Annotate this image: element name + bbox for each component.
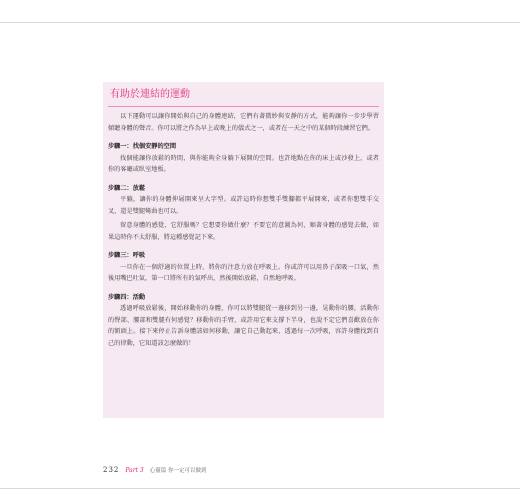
- intro-paragraph: 以下運動可以讓你開始與自己的身體連結，它們有著微妙與安靜的方式，能夠讓你一步步學習傾聽身體的聲音。你可以將之作為早上或晚上的儀式之一，或者在一天之中的某個時段練習它們。: [108, 113, 379, 132]
- step-3-text: 一旦你在一個舒適的位置上時，將你的注意力放在呼吸上。你或許可以用鼻子深吸一口氣，然後用嘴巴吐氣，第一口將所有的氣呼出，然後開始放鬆，自然地呼吸。: [108, 263, 379, 282]
- step-4-heading: 步驟四：活動: [108, 293, 146, 301]
- box-title: 有助於連結的運動: [110, 89, 190, 100]
- step-3-heading: 步驟三：呼吸: [108, 252, 146, 259]
- page-footer: [103, 466, 206, 474]
- exercise-box: [103, 82, 384, 418]
- part-label: Part 3: [125, 467, 144, 474]
- step-1-text: 找個能讓你放鬆的時間，與你能夠全身躺下展開的空間。也許地點在你的床上或沙發上，或者你的客廳或臥室地板。: [108, 154, 379, 173]
- top-rule: [0, 22, 520, 23]
- bottom-rule: [0, 488, 520, 489]
- step-2-text-2: 留意身體的感覺，它舒服嗎？它想要你做什麼？不要它的意圖為何，順著身體的感覺去做，如果這時你不太舒服，將這種感覺記下來。: [108, 222, 379, 241]
- step-2-text-1: 平躺，讓你的身體伸展開來呈大字型。或許這時你想雙手雙腳都平展開來，或者你想雙手交叉，還是雙腿彎曲也可以。: [108, 196, 379, 215]
- chapter-label: 心靈篇 你一定可以做到: [149, 468, 207, 474]
- step-4-text: 透過呼吸放鬆後，開始移動你的身體，你可以將雙腿從一邊移到另一邊，晃動你的腰，活動你的臀部、腰部和雙腿有何感覺？移動你的手臂，或許用它來支撐下半身，也說不定它們喜歡放在你的額頭上。接下來停止告訴身體該如何移動，讓它自己動起來，透過每一次呼吸，容許身體找到自己的律動，它知道該怎麼做的！: [108, 305, 379, 347]
- step-2-heading: 步驟二：放鬆: [108, 184, 146, 192]
- title-divider: [108, 106, 379, 107]
- step-1-heading: 步驟一：找個安靜的空間: [108, 143, 177, 150]
- page-number: 232: [103, 466, 120, 474]
